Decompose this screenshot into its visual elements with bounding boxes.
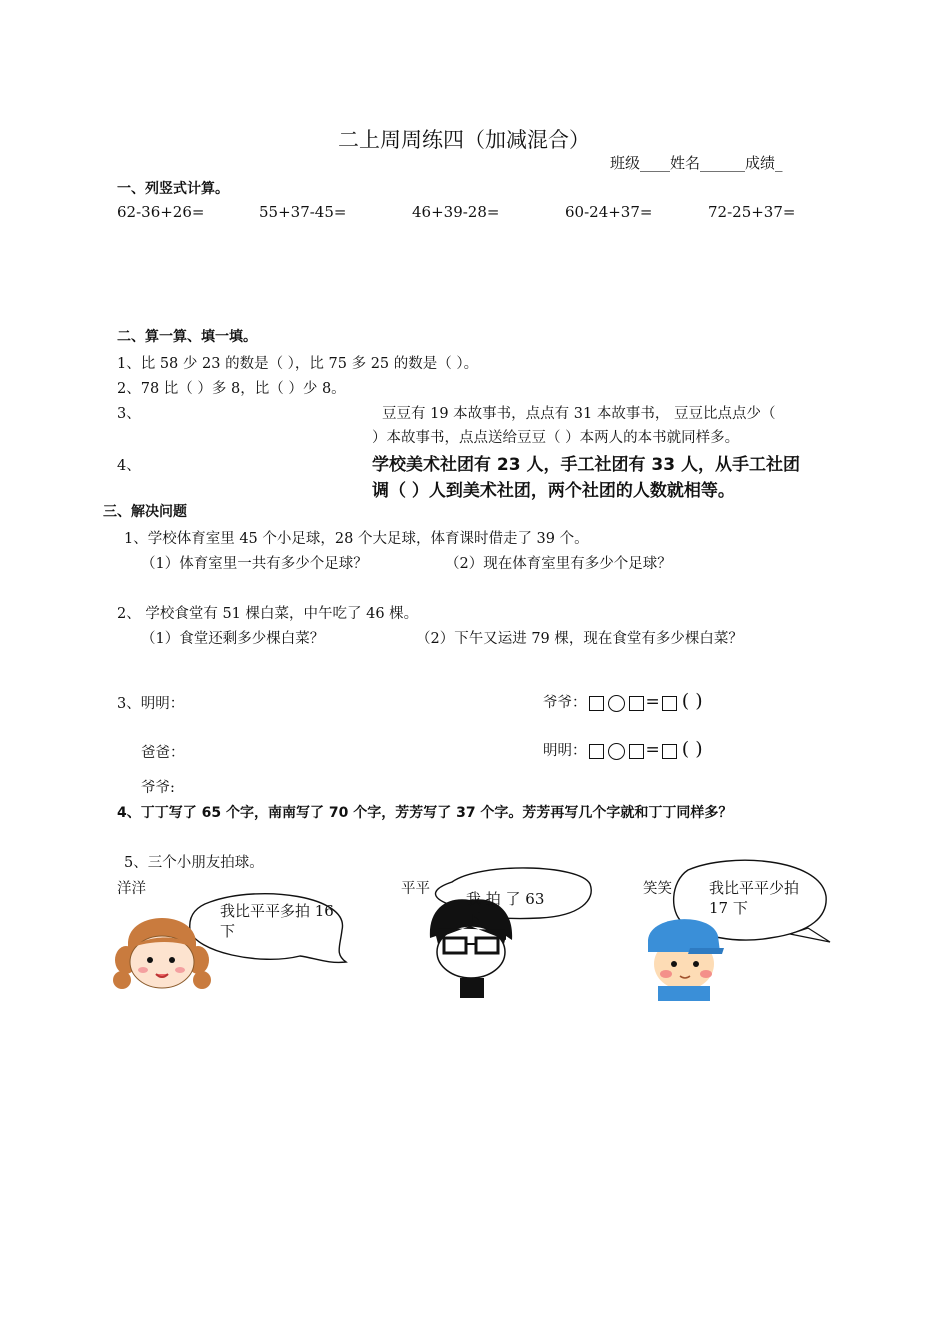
calc-problem-3: 46+39-28= xyxy=(412,203,500,221)
square-box-icon xyxy=(589,696,604,711)
fill-question-4-line2: 调（ ）人到美术社团，两个社团的人数就相等。 xyxy=(372,481,735,501)
equation-1 xyxy=(543,690,703,712)
square-box-icon xyxy=(662,696,677,711)
unit-paren: ( ) xyxy=(681,738,703,760)
square-box-icon xyxy=(589,744,604,759)
equals-sign: = xyxy=(645,740,660,760)
square-box-icon xyxy=(629,744,644,759)
circle-operator-icon xyxy=(608,695,625,712)
equals-sign: = xyxy=(645,692,660,712)
fill-question-2: 2、78 比（ ）多 8，比（ ）少 8。 xyxy=(117,381,346,397)
unit-paren: ( ) xyxy=(681,690,703,712)
problem-2: 2、 学校食堂有 51 棵白菜，中午吃了 46 棵。 xyxy=(117,606,419,622)
kid-name-pingping: 平平 xyxy=(401,881,430,897)
calc-problem-2: 55+37-45= xyxy=(259,203,347,221)
equation-1-label: 爷爷： xyxy=(543,695,587,711)
page-title: 二上周周练四（加减混合） xyxy=(338,128,590,152)
section2-heading: 二、算一算、填一填。 xyxy=(117,329,257,345)
fill-question-4-line1: 学校美术社团有 23 人，手工社团有 33 人，从手工社团 xyxy=(372,455,800,475)
student-info-line: 班级____姓名______成绩_ xyxy=(610,154,783,172)
problem-4: 4、丁丁写了 65 个字，南南写了 70 个字，芳芳写了 37 个字。芳芳再写几个字就和丁丁同样多？ xyxy=(117,805,733,821)
problem-3-grandpa: 爷爷: xyxy=(141,780,175,796)
section1-heading: 一、列竖式计算。 xyxy=(117,181,229,197)
square-box-icon xyxy=(662,744,677,759)
calc-problem-1: 62-36+26= xyxy=(117,203,205,221)
fill-question-3-number: 3、 xyxy=(117,406,141,422)
calc-problem-4: 60-24+37= xyxy=(565,203,653,221)
circle-operator-icon xyxy=(608,743,625,760)
kid-illustration-pingping xyxy=(420,860,620,1000)
fill-question-4-number: 4、 xyxy=(117,458,141,474)
speech-yangyang: 我比平平多拍 16 下 xyxy=(220,902,334,940)
problem-1-part-b: （2）现在体育室里有多少个足球？ xyxy=(445,556,672,572)
kid-name-xiaoxiao: 笑笑 xyxy=(643,881,672,897)
fill-question-3-line2: ）本故事书，点点送给豆豆（ ）本两人的本书就同样多。 xyxy=(372,430,740,446)
equation-2 xyxy=(543,738,703,760)
problem-2-part-b: （2）下午又运进 79 棵，现在食堂有多少棵白菜？ xyxy=(416,631,743,647)
problem-2-part-a: （1）食堂还剩多少棵白菜？ xyxy=(141,631,325,647)
problem-3-mingming: 3、明明： xyxy=(117,696,185,712)
section3-heading: 三、解决问题 xyxy=(103,504,187,520)
kid-name-yangyang: 洋洋 xyxy=(117,881,146,897)
calc-problem-5: 72-25+37= xyxy=(708,203,796,221)
equation-2-label: 明明： xyxy=(543,743,587,759)
square-box-icon xyxy=(629,696,644,711)
speech-pingping: 我 拍 了 63 下 xyxy=(466,890,545,928)
problem-1-part-a: （1）体育室里一共有多少个足球？ xyxy=(141,556,368,572)
problem-5: 5、三个小朋友拍球。 xyxy=(124,855,264,871)
problem-3-dad: 爸爸： xyxy=(141,745,185,761)
speech-xiaoxiao: 我比平平少拍 17 下 xyxy=(709,879,800,917)
problem-1: 1、学校体育室里 45 个小足球，28 个大足球，体育课时借走了 39 个。 xyxy=(124,531,589,547)
fill-question-1: 1、比 58 少 23 的数是（ ），比 75 多 25 的数是（ ）。 xyxy=(117,356,479,372)
fill-question-3-line1: 豆豆有 19 本故事书，点点有 31 本故事书， 豆豆比点点少（ xyxy=(382,406,776,422)
